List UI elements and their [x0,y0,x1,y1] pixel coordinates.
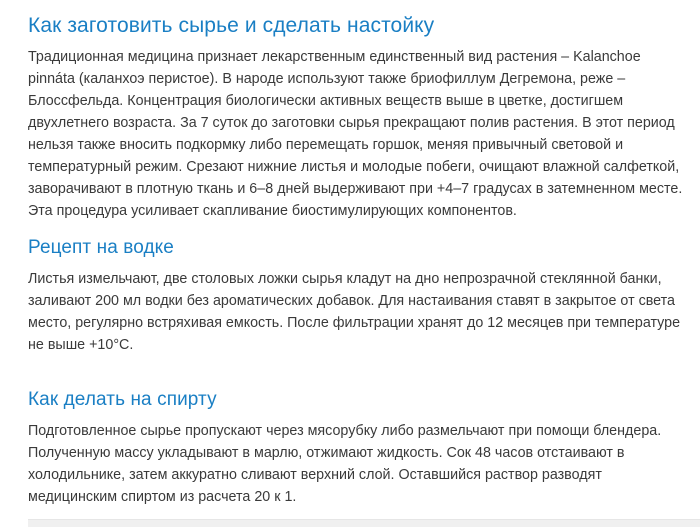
section-heading-vodka-recipe: Рецепт на водке [28,237,174,258]
section-text-preparation: Традиционная медицина признает лекарственным единственный вид растения – Kalanchoe pinnáta (каланхоэ перистое). В народе используют также бриофиллум Дегремона, реже – Блоссфельда. Концентрация биологически активных веществ выше в цветке, достигшем двухлетнего возраста. За 7 суток до заготовки сырья прекращают полив растения. В этот период нельзя также вносить подкормку либо перемещать горшок, меняя привычный световой и температурный режим. Срезают нижние листья и молодые побеги, очищают влажной салфеткой, заворачивают в плотную ткань и 6–8 дней выдерживают при +4–7 градусах в затемненном месте. Эта процедура усиливает скапливание биостимулирующих компонентов. [28,49,683,219]
article-content [28,0,690,508]
section-heading-preparation: Как заготовить сырье и сделать настойку [28,14,435,37]
section-text-vodka-recipe: Листья измельчают, две столовых ложки сырья кладут на дно непрозрачной стеклянной банки, заливают 200 мл водки без ароматических добавок. Для настаивания ставят в закрытое от света место, регулярно встряхивая емкость. После фильтрации хранят до 12 месяцев при температуре не выше +10°C. [28,271,681,353]
section-heading-spirit-recipe: Как делать на спирту [28,389,217,410]
section-text-spirit-recipe: Подготовленное сырье пропускают через мясорубку либо размельчают при помощи блендера. Полученную массу укладывают в марлю, отжимают жидкость. Сок 48 часов отстаивают в холодильнике, затем аккуратно сливают верхний слой. Оставшийся раствор разводят медицинским спиртом из расчета 20 к 1. [28,423,662,505]
